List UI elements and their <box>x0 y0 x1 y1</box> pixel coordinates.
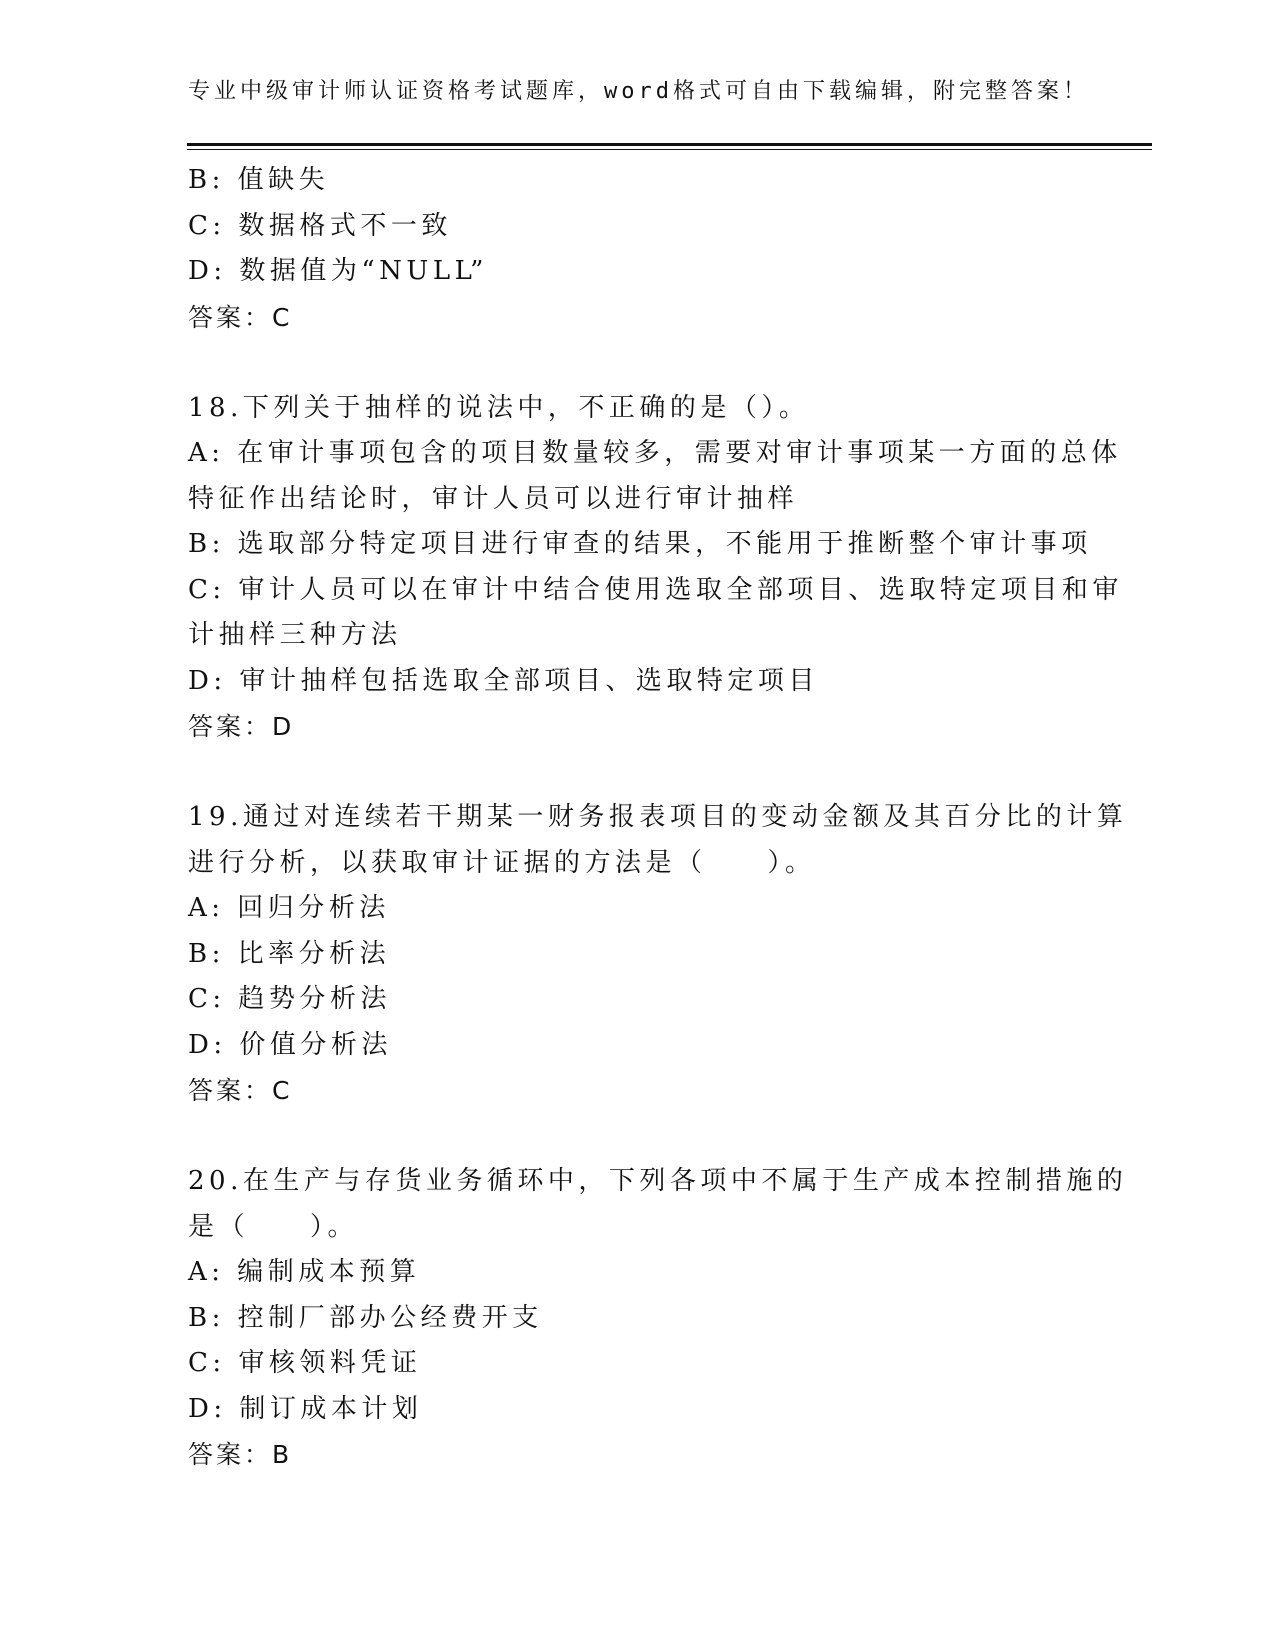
spacer <box>188 340 1088 386</box>
prev-question-block <box>188 158 1088 340</box>
answer-line: 答案：D <box>188 712 295 741</box>
answer-line: 答案：C <box>188 1076 293 1105</box>
option-c: C: 审计人员可以在审计中结合使用选取全部项目、选取特定项目和审 <box>188 574 1123 605</box>
header-title: 专业中级审计师认证资格考试题库，word格式可自由下载编辑，附完整答案！ <box>188 79 1089 104</box>
header-rule-thin <box>187 149 1152 150</box>
question-20 <box>188 1159 1128 1478</box>
option-a-continued: 特征作出结论时，审计人员可以进行审计抽样 <box>188 483 799 514</box>
option-c: C: 趋势分析法 <box>188 984 391 1014</box>
option-c-continued: 计抽样三种方法 <box>188 620 402 650</box>
option-b: B: 控制厂部办公经费开支 <box>188 1302 543 1333</box>
option-a: A: 在审计事项包含的项目数量较多，需要对审计事项某一方面的总体 <box>188 438 1122 468</box>
question-content <box>188 158 1128 1478</box>
option-b: B: 选取部分特定项目进行审查的结果，不能用于推断整个审计事项 <box>188 529 1092 559</box>
question-stem-continued: 是（ ）。 <box>188 1211 359 1242</box>
answer-line: 答案：C <box>188 302 293 332</box>
option-b: B: 值缺失 <box>188 165 330 195</box>
question-19 <box>188 795 1128 1114</box>
option-c: C: 数据格式不一致 <box>188 210 452 241</box>
answer-line: 答案：B <box>188 1440 293 1469</box>
header-rule-thick <box>187 143 1152 146</box>
spacer <box>188 750 1088 796</box>
question-stem: 19.通过对连续若干期某一财务报表项目的变动金额及其百分比的计算 <box>188 802 1128 832</box>
question-stem: 18.下列关于抽样的说法中，不正确的是（）。 <box>188 392 810 423</box>
option-c: C: 审核领料凭证 <box>188 1348 422 1378</box>
option-d: D: 数据值为“NULL” <box>188 256 488 286</box>
option-b: B: 比率分析法 <box>188 938 391 969</box>
option-d: D: 制订成本计划 <box>188 1393 423 1424</box>
question-stem: 20.在生产与存货业务循环中，下列各项中不属于生产成本控制措施的 <box>188 1166 1128 1196</box>
spacer <box>188 1114 1088 1160</box>
question-18 <box>188 386 1123 750</box>
question-stem-continued: 进行分析，以获取审计证据的方法是（ ）。 <box>188 847 816 878</box>
option-d: D: 价值分析法 <box>188 1029 392 1060</box>
option-a: A: 回归分析法 <box>188 893 390 923</box>
option-a: A: 编制成本预算 <box>188 1257 421 1287</box>
option-d: D: 审计抽样包括选取全部项目、选取特定项目 <box>188 665 819 696</box>
